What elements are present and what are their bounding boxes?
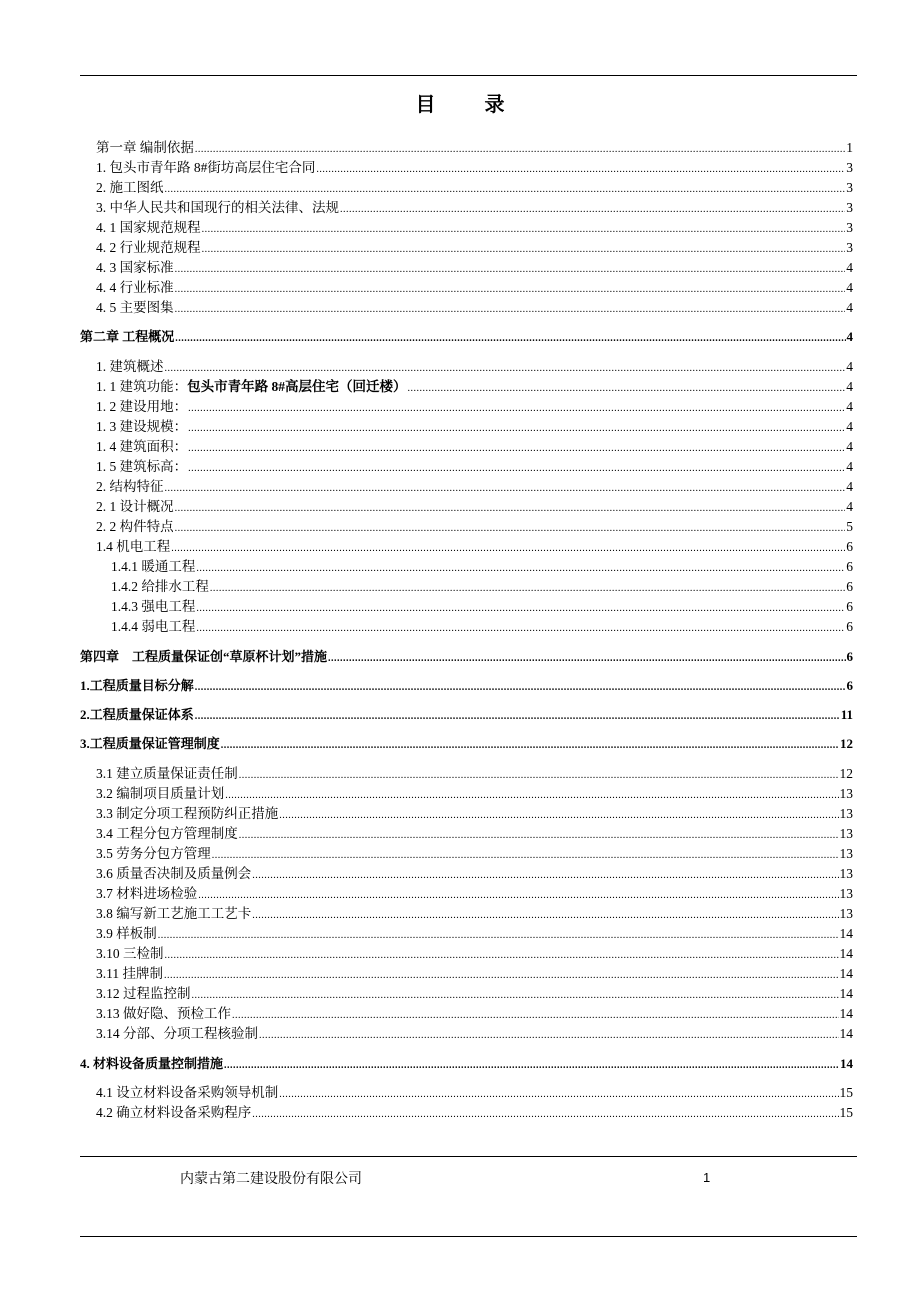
toc-entry-page-number: 13	[839, 786, 853, 801]
toc-entry[interactable]	[96, 477, 853, 497]
toc-entry-page-number: 4	[846, 280, 853, 295]
toc-entry-page-number: 14	[839, 946, 853, 961]
toc-entry-page-number: 4	[846, 459, 853, 474]
toc-dot-leader	[316, 162, 845, 178]
toc-dot-leader	[171, 541, 845, 557]
toc-entry-page-number: 11	[840, 707, 853, 722]
toc-entry-title: 第一章 编制依据	[96, 140, 194, 155]
toc-entry[interactable]	[111, 617, 853, 637]
toc-dot-leader	[175, 302, 846, 318]
toc-dot-leader	[195, 680, 846, 696]
toc-entry-page-number: 3	[846, 220, 853, 235]
toc-entry-title: 3.13 做好隐、预检工作	[96, 1006, 231, 1021]
footer-rule-bottom	[80, 1236, 857, 1237]
toc-entry[interactable]	[80, 647, 853, 667]
toc-entry-page-number: 4	[846, 329, 853, 344]
toc-entry[interactable]	[96, 397, 853, 417]
toc-entry[interactable]	[96, 824, 853, 844]
toc-entry-title: 3.3 制定分项工程预防纠正措施	[96, 806, 279, 821]
toc-dot-leader	[210, 581, 845, 597]
toc-dot-leader	[158, 928, 839, 944]
footer-page-number: 1	[703, 1170, 711, 1185]
toc-entry-page-number: 4	[846, 260, 853, 275]
toc-dot-leader	[408, 381, 846, 397]
toc-dot-leader	[202, 222, 846, 238]
toc-entry-page-number: 4	[846, 399, 853, 414]
toc-dot-leader	[232, 1008, 839, 1024]
toc-entry[interactable]	[96, 198, 853, 218]
toc-entry-title: 4.1 设立材料设备采购领导机制	[96, 1085, 279, 1100]
toc-entry-page-number: 4	[846, 439, 853, 454]
toc-entry-page-number: 6	[846, 579, 853, 594]
toc-dot-leader	[175, 501, 846, 517]
toc-dot-leader	[175, 331, 845, 347]
toc-dot-leader	[252, 1107, 838, 1123]
toc-entry[interactable]	[96, 138, 853, 158]
toc-entry[interactable]	[96, 417, 853, 437]
toc-dot-leader	[202, 242, 846, 258]
toc-entry-page-number: 14	[839, 1026, 853, 1041]
toc-entry-title: 4. 1 国家规范规程	[96, 220, 201, 235]
toc-entry[interactable]	[96, 158, 853, 178]
toc-entry[interactable]	[96, 218, 853, 238]
toc-entry[interactable]	[96, 497, 853, 517]
toc-entry-title: 1.工程质量目标分解	[80, 678, 194, 693]
toc-entry[interactable]	[80, 734, 853, 754]
toc-dot-leader	[196, 621, 845, 637]
toc-entry[interactable]	[96, 437, 853, 457]
toc-entry-title: 1.4.1 暖通工程	[111, 559, 196, 574]
toc-dot-leader	[195, 142, 845, 158]
toc-entry[interactable]	[96, 537, 853, 557]
toc-entry[interactable]	[96, 517, 853, 537]
toc-dot-leader	[165, 481, 846, 497]
toc-entry-page-number: 4	[846, 479, 853, 494]
toc-entry[interactable]	[96, 804, 853, 824]
toc-entry-title: 4. 4 行业标准	[96, 280, 174, 295]
toc-dot-leader	[279, 1087, 838, 1103]
toc-entry-title: 2. 2 构件特点	[96, 519, 174, 534]
toc-entry-title: 4. 3 国家标准	[96, 260, 174, 275]
toc-entry[interactable]	[80, 1054, 853, 1074]
toc-entry-title: 3.8 编写新工艺施工工艺卡	[96, 906, 252, 921]
toc-dot-leader	[188, 401, 845, 417]
toc-entry[interactable]	[96, 258, 853, 278]
toc-entry-title: 第四章 工程质量保证创“草原杯计划”措施	[80, 649, 328, 664]
toc-dot-leader	[225, 788, 838, 804]
toc-entry-title: 4. 2 行业规范规程	[96, 240, 201, 255]
toc-entry-page-number: 14	[840, 1056, 853, 1071]
toc-dot-leader	[212, 848, 839, 864]
toc-entry-page-number: 13	[839, 886, 853, 901]
toc-entry[interactable]	[96, 904, 853, 924]
toc-entry-page-number: 3	[846, 200, 853, 215]
toc-entry-title: 1. 建筑概述	[96, 359, 164, 374]
toc-dot-leader	[198, 888, 838, 904]
toc-entry-page-number: 6	[846, 619, 853, 634]
toc-entry[interactable]	[80, 327, 853, 347]
toc-entry-title: 2. 1 设计概况	[96, 499, 174, 514]
toc-entry[interactable]	[96, 457, 853, 477]
toc-entry-page-number: 1	[846, 140, 853, 155]
toc-entry-title: 1.4 机电工程	[96, 539, 171, 554]
toc-entry-title: 4. 5 主要图集	[96, 300, 174, 315]
toc-entry-page-number: 6	[846, 559, 853, 574]
toc-entry-page-number: 3	[846, 240, 853, 255]
toc-entry-page-number: 6	[846, 539, 853, 554]
toc-dot-leader	[259, 1028, 839, 1044]
toc-entry-title: 1.4.3 强电工程	[111, 599, 196, 614]
footer-rule-top	[80, 1156, 857, 1157]
toc-entry-title: 1. 3 建设规模：	[96, 419, 188, 434]
toc-entry-page-number: 4	[846, 379, 853, 394]
toc-entry-page-number: 13	[839, 846, 853, 861]
toc-dot-leader	[239, 768, 839, 784]
toc-entry[interactable]	[96, 1024, 853, 1044]
toc-entry-title: 3.9 样板制	[96, 926, 157, 941]
toc-entry-page-number: 6	[846, 678, 853, 693]
header-rule	[80, 75, 857, 76]
toc-entry[interactable]	[96, 924, 853, 944]
toc-dot-leader	[252, 908, 838, 924]
toc-entry[interactable]	[96, 178, 853, 198]
toc-dot-leader	[175, 262, 846, 278]
toc-entry-title: 4.2 确立材料设备采购程序	[96, 1105, 252, 1120]
toc-entry-page-number: 3	[846, 160, 853, 175]
toc-entry-title: 1. 2 建设用地：	[96, 399, 188, 414]
toc-entry[interactable]	[96, 1004, 853, 1024]
toc-entry-title: 3.6 质量否决制及质量例会	[96, 866, 252, 881]
toc-entry-page-number: 13	[839, 826, 853, 841]
toc-entry-title: 3. 中华人民共和国现行的相关法律、法规	[96, 200, 339, 215]
toc-entry-page-number: 4	[846, 300, 853, 315]
toc-entry-title: 第二章 工程概况	[80, 329, 175, 344]
toc-entry-title: 1.4.2 给排水工程	[111, 579, 209, 594]
toc-entry-page-number: 13	[839, 866, 853, 881]
toc-entry[interactable]	[96, 238, 853, 258]
toc-entry-title: 3.4 工程分包方管理制度	[96, 826, 238, 841]
toc-entry-title: 3.1 建立质量保证责任制	[96, 766, 238, 781]
toc-entry[interactable]	[96, 864, 853, 884]
toc-entry-page-number: 14	[839, 986, 853, 1001]
toc-entry[interactable]	[96, 964, 853, 984]
toc-entry-page-number: 15	[839, 1085, 853, 1100]
toc-entry-title: 1. 5 建筑标高：	[96, 459, 188, 474]
toc-entry-page-number: 3	[846, 180, 853, 195]
toc-entry-page-number: 12	[839, 766, 853, 781]
toc-entry-title: 3.工程质量保证管理制度	[80, 736, 220, 751]
toc-dot-leader	[188, 441, 845, 457]
toc-entry-title: 2.工程质量保证体系	[80, 707, 194, 722]
toc-dot-leader	[239, 828, 839, 844]
toc-entry[interactable]	[96, 278, 853, 298]
toc-entry-page-number: 14	[839, 926, 853, 941]
toc-dot-leader	[328, 651, 845, 667]
toc-entry-page-number: 13	[839, 906, 853, 921]
toc-entry-title: 3.12 过程监控制	[96, 986, 191, 1001]
toc-entry[interactable]	[96, 944, 853, 964]
toc-entry[interactable]	[96, 1083, 853, 1103]
toc-entry[interactable]	[80, 676, 853, 696]
toc-entry[interactable]	[111, 557, 853, 577]
toc-entry-title: 1. 1 建筑功能：	[96, 379, 188, 394]
toc-entry-page-number: 4	[846, 359, 853, 374]
toc-dot-leader	[340, 202, 845, 218]
toc-dot-leader	[165, 182, 846, 198]
toc-entry-page-number: 4	[846, 419, 853, 434]
toc-entry-title: 1. 4 建筑面积：	[96, 439, 188, 454]
toc-entry[interactable]	[96, 884, 853, 904]
toc-dot-leader	[175, 282, 846, 298]
toc-entry-title-emphasis: 包头市青年路 8#高层住宅（回迁楼）	[187, 379, 407, 394]
toc-entry-page-number: 14	[839, 1006, 853, 1021]
toc-entry-title: 4. 材料设备质量控制措施	[80, 1056, 224, 1071]
toc-entry-title: 3.7 材料进场检验	[96, 886, 198, 901]
toc-entry-title: 1. 包头市青年路 8#街坊高层住宅合同	[96, 160, 316, 175]
toc-dot-leader	[279, 808, 838, 824]
toc-entry-page-number: 12	[840, 736, 853, 751]
toc-entry[interactable]	[96, 1103, 853, 1123]
toc-dot-leader	[252, 868, 838, 884]
toc-entry[interactable]	[80, 705, 853, 725]
toc-entry[interactable]	[96, 764, 853, 784]
toc-dot-leader	[196, 561, 845, 577]
toc-entry-title: 3.14 分部、分项工程核验制	[96, 1026, 258, 1041]
toc-dot-leader	[221, 738, 839, 754]
toc-dot-leader	[165, 361, 846, 377]
page-title: 目 录	[415, 94, 527, 116]
toc-dot-leader	[175, 521, 846, 537]
toc-entry[interactable]	[96, 357, 853, 377]
toc-entry[interactable]	[111, 577, 853, 597]
toc-entry[interactable]	[96, 298, 853, 318]
toc-entry[interactable]	[111, 597, 853, 617]
toc-entry-title: 3.11 挂牌制	[96, 966, 163, 981]
toc-dot-leader	[224, 1058, 839, 1074]
toc-dot-leader	[188, 461, 845, 477]
toc-dot-leader	[164, 968, 839, 984]
toc-entry-title: 3.2 编制项目质量计划	[96, 786, 225, 801]
toc-entry-page-number: 6	[846, 649, 853, 664]
toc-entry-title: 2. 施工图纸	[96, 180, 164, 195]
toc-entry-title: 1.4.4 弱电工程	[111, 619, 196, 634]
toc-entry-title: 2. 结构特征	[96, 479, 164, 494]
toc-entry-page-number: 5	[846, 519, 853, 534]
toc-dot-leader	[196, 601, 845, 617]
toc-entry[interactable]	[96, 844, 853, 864]
toc-entry-title: 3.10 三检制	[96, 946, 164, 961]
toc-dot-leader	[192, 988, 839, 1004]
toc-entry-title: 3.5 劳务分包方管理	[96, 846, 211, 861]
toc-entry-page-number: 15	[839, 1105, 853, 1120]
toc-dot-leader	[165, 948, 839, 964]
toc-dot-leader	[188, 421, 845, 437]
toc-entry-page-number: 13	[839, 806, 853, 821]
toc-entry-page-number: 14	[839, 966, 853, 981]
toc-entry[interactable]	[96, 784, 853, 804]
toc-entry[interactable]	[96, 984, 853, 1004]
footer-company-name: 内蒙古第二建设股份有限公司	[180, 1171, 362, 1187]
toc-entry-page-number: 4	[846, 499, 853, 514]
toc-dot-leader	[195, 709, 840, 725]
toc-entry[interactable]	[96, 377, 853, 397]
toc-entry-page-number: 6	[846, 599, 853, 614]
